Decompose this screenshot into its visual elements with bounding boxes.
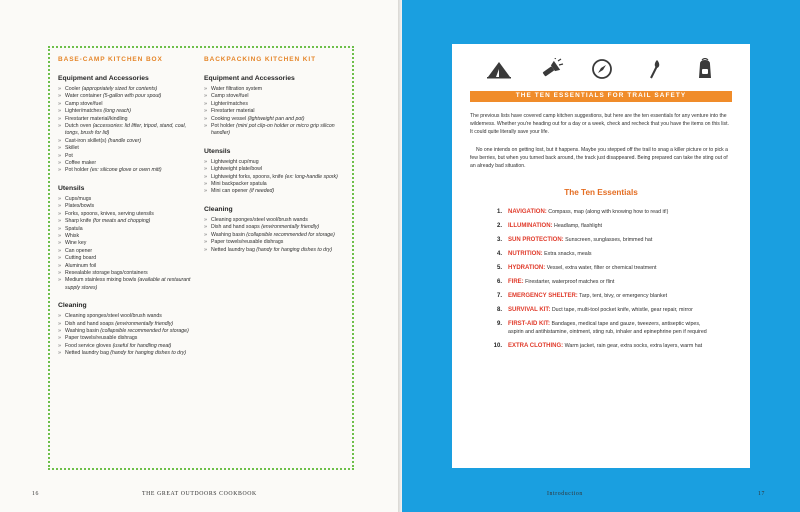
item-note: (accessories: lid lifter, tripod, stand, coal, tongs, brush for lid) [65, 123, 187, 137]
right-page-number: 17 [758, 491, 765, 497]
left-page-number: 16 [32, 491, 39, 497]
checklist-item [58, 263, 198, 270]
essential-keyword: NAVIGATION: [508, 209, 547, 215]
essential-item [488, 342, 710, 350]
item-note: (available at restaurant supply stores) [65, 277, 191, 291]
essential-item [488, 292, 710, 300]
item-text: Netted laundry bag [211, 246, 257, 253]
item-text: Medium stainless mixing bowls [65, 277, 138, 284]
essential-item [488, 236, 710, 244]
essential-keyword: FIRE: [508, 279, 524, 285]
intro-paragraph-1: The previous lists have covered camp kitchen suggestions, but here are the ten essentials for any venture into the wilderness. Whether you're heading out for a day or a week, check and recheck that you have the items on this list. It could quite literally save your life. [470, 113, 729, 135]
checklist-item [204, 159, 346, 166]
item-text: Resealable storage bags/containers [65, 269, 148, 276]
item-note: (if needed) [249, 188, 275, 195]
item-text: Plates/bowls [65, 203, 95, 210]
right-running-section: Introduction [547, 491, 583, 497]
essential-number: 9. [496, 321, 502, 327]
checklist-item [58, 108, 198, 115]
item-text: Netted laundry bag [65, 350, 111, 357]
checklist-item [58, 153, 198, 160]
item-note: (handle cover) [107, 137, 142, 144]
intro-paragraph-2 [470, 146, 732, 170]
item-text: Dutch oven [65, 123, 93, 130]
essential-description: Firestarter, waterproof matches or flint [523, 279, 615, 285]
item-note: (collapsible recommended for storage) [100, 327, 189, 334]
item-note: (environmentally friendly) [261, 224, 320, 231]
checklist-item [204, 93, 346, 100]
item-text: Can opener [65, 247, 93, 254]
essential-keyword: HYDRATION: [508, 265, 546, 271]
item-text: Spatula [65, 225, 83, 232]
essential-number: 4. [496, 251, 502, 257]
checklist-item [58, 218, 198, 225]
essential-description: Sunscreen, sunglasses, brimmed hat [563, 237, 653, 243]
checklist [58, 86, 198, 175]
checklist-item [58, 248, 198, 255]
essential-item [488, 222, 710, 230]
essential-description: Compass, map (along with knowing how to read it!) [546, 209, 669, 215]
item-note: (lightweight pan and pot) [247, 115, 305, 122]
essential-keyword: EXTRA CLOTHING: [508, 343, 564, 349]
checklist-item [58, 240, 198, 247]
essential-item [488, 278, 710, 286]
item-text: Lightweight plate/bowl [211, 166, 263, 173]
essentials-icon-row [486, 58, 718, 82]
checklist-item [58, 255, 198, 262]
item-text: Camp stove/fuel [65, 100, 103, 107]
item-text: Mini backpacker spatula [211, 181, 267, 188]
item-text: Skillet [65, 145, 79, 152]
item-note: (handy for hanging dishes to dry) [256, 246, 333, 253]
checklist-item [58, 138, 198, 145]
item-note: (mini pot clip-on holder or micro grip silicon handler) [211, 123, 335, 137]
ten-essentials-list [488, 208, 710, 356]
essential-item [488, 250, 710, 258]
item-note: (for meats and chopping) [92, 218, 151, 225]
checklist-item [58, 86, 198, 93]
checklist-item [204, 232, 346, 239]
checklist-item [204, 188, 346, 195]
checklist-item [204, 166, 346, 173]
item-note: (collapsible recommended for storage) [246, 231, 335, 238]
checklist-item [58, 203, 198, 210]
item-text: Firestarter material/kindling [65, 115, 128, 122]
item-text: Aluminum foil [65, 262, 97, 269]
item-note: (appropriately sized for contents) [81, 86, 158, 92]
checklist-item [204, 101, 346, 108]
item-text: Washing basin [211, 231, 247, 238]
item-text: Cups/mugs [65, 195, 92, 202]
item-text: Paper towels/reusable dishrags [211, 239, 284, 246]
section-heading: Cleaning [204, 205, 233, 213]
checklist-item [58, 335, 198, 342]
essential-number: 2. [496, 223, 502, 229]
essential-description: Headlamp, flashlight [552, 223, 603, 229]
intro-paragraph-2-text: No one intends on getting lost, but it happens. Maybe you stepped off the trail to snag a killer picture or to pick a few berries, but when you turned back around, the track just disappeared. Being prepared can take the sting out of an already bad situation. [470, 147, 728, 169]
item-text: Cleaning sponges/steel wool/brush wands [65, 313, 162, 320]
item-text: Lightweight cup/mug [211, 158, 259, 165]
banner-title: THE TEN ESSENTIALS FOR TRAIL SAFETY [515, 92, 687, 99]
essential-description: Tarp, tent, bivy, or emergency blanket [577, 293, 668, 299]
item-text: Lightweight forks, spoons, knife [211, 173, 285, 180]
checklist-item [58, 350, 198, 357]
essential-description: Duct tape, multi-tool pocket knife, whistle, gear repair, mirror [550, 307, 693, 313]
checklist-item [58, 196, 198, 203]
essential-description: Extra snacks, meals [542, 251, 592, 257]
item-note: (ex: silicone glove or oven mitt) [90, 167, 162, 174]
checklist-item [58, 116, 198, 123]
column-title: BACKPACKING KITCHEN KIT [204, 56, 316, 63]
section-spacer [204, 138, 346, 142]
essential-number: 10. [493, 343, 502, 349]
essential-keyword: NUTRITION: [508, 251, 543, 257]
essential-description: Bandages, medical tape and gauze, tweezers, antiseptic wipes, aspirin and antihistamine, ointment, sting rub, inhaler and epinephrine pen if required [508, 321, 707, 335]
essential-number: 6. [496, 279, 502, 285]
item-text: Dish and hand soaps [211, 224, 262, 231]
checklist-item [58, 313, 198, 320]
item-text: Wine key [65, 240, 87, 247]
checklist-item [58, 211, 198, 218]
essential-number: 8. [496, 307, 502, 313]
ten-essentials-banner [470, 91, 732, 102]
item-text: Paper towels/reusable dishrags [65, 335, 138, 342]
section-spacer [204, 196, 346, 200]
checklist-item [58, 321, 198, 328]
item-note: (ex: long-handle spork) [284, 173, 338, 180]
item-text: Washing basin [65, 327, 101, 334]
item-text: Cooler [65, 86, 82, 92]
section-heading: Cleaning [58, 302, 87, 310]
checklist-item [58, 343, 198, 350]
item-text: Pot [65, 152, 73, 159]
item-text: Pot holder [211, 123, 237, 130]
essential-description: Vessel, extra water, filter or chemical treatment [545, 265, 657, 271]
checklist-item [58, 145, 198, 152]
checklist [58, 313, 198, 357]
checklist [204, 86, 346, 138]
item-text: Forks, spoons, knives, serving utensils [65, 210, 154, 217]
item-text: Lighter/matches [211, 100, 248, 107]
checklist-item [204, 224, 346, 231]
essential-description: Warm jacket, rain gear, extra socks, extra layers, warm hat [563, 343, 703, 349]
item-note: (useful for handling meat) [112, 342, 172, 349]
flashlight-icon [538, 58, 564, 80]
column-title: BASE-CAMP KITCHEN BOX [58, 56, 163, 63]
checklist-item [58, 277, 198, 292]
item-note: (long reach) [103, 108, 132, 115]
item-text: Camp stove/fuel [211, 93, 249, 100]
item-text: Food service gloves [65, 342, 113, 349]
backpack-icon [692, 58, 718, 80]
matches-icon [641, 58, 667, 80]
checklist [58, 196, 198, 292]
item-text: Coffee maker [65, 160, 97, 167]
essential-number: 7. [496, 293, 502, 299]
section-heading: Equipment and Accessories [204, 75, 295, 82]
checklist [204, 217, 346, 254]
item-note: (environmentally friendly) [115, 320, 174, 327]
backpacking-column [204, 56, 346, 254]
section-spacer [58, 175, 198, 179]
essential-item [488, 264, 710, 272]
essential-item [488, 208, 710, 216]
item-text: Lighter/matches [65, 108, 104, 115]
item-text: Mini can opener [211, 188, 250, 195]
essential-keyword: SUN PROTECTION: [508, 237, 564, 243]
checklist-item [58, 167, 198, 174]
checklist-item [204, 181, 346, 188]
section-spacer [58, 292, 198, 296]
tent-icon [486, 58, 512, 80]
left-running-title: THE GREAT OUTDOORS COOKBOOK [142, 491, 257, 497]
checklist-item [204, 217, 346, 224]
essential-keyword: EMERGENCY SHELTER: [508, 293, 578, 299]
ten-essentials-heading: The Ten Essentials [564, 188, 638, 197]
checklist-item [58, 328, 198, 335]
item-text: Pot holder [65, 167, 91, 174]
item-text: Whisk [65, 232, 80, 239]
section-heading: Utensils [58, 184, 85, 192]
checklist [204, 159, 346, 196]
checklist-item [58, 101, 198, 108]
base-camp-column [58, 56, 198, 358]
compass-icon [589, 58, 615, 80]
essential-item [488, 306, 710, 314]
checklist-item [204, 174, 346, 181]
checklist-item [58, 270, 198, 277]
item-text: Water container [65, 93, 103, 100]
essential-number: 1. [496, 209, 502, 215]
checklist-item [204, 86, 346, 93]
essential-keyword: ILLUMINATION: [508, 223, 553, 229]
item-text: Water filtration system [211, 86, 263, 92]
checklist-item [58, 123, 198, 138]
item-note: (5-gallon with pour spout) [102, 93, 162, 100]
section-heading: Utensils [204, 147, 231, 155]
section-heading: Equipment and Accessories [58, 75, 149, 82]
checklist-item [204, 116, 346, 123]
item-text: Cooking vessel [211, 115, 248, 122]
essential-number: 3. [496, 237, 502, 243]
item-text: Sharp knife [65, 218, 93, 225]
essential-number: 5. [496, 265, 502, 271]
item-note: (handy for hanging dishes to dry) [110, 350, 187, 357]
checklist-item [58, 160, 198, 167]
checklist-item [204, 247, 346, 254]
essential-keyword: SURVIVAL KIT: [508, 307, 551, 313]
item-text: Cleaning sponges/steel wool/brush wands [211, 216, 308, 223]
checklist-item [204, 239, 346, 246]
checklist-item [58, 226, 198, 233]
checklist-item [204, 123, 346, 138]
item-text: Firestarter material [211, 108, 255, 115]
essential-keyword: FIRST-AID KIT: [508, 321, 550, 327]
checklist-item [58, 233, 198, 240]
item-text: Cast-iron skillet(s) [65, 137, 108, 144]
item-text: Cutting board [65, 255, 97, 262]
essential-item [488, 320, 710, 336]
item-text: Dish and hand soaps [65, 320, 116, 327]
checklist-item [58, 93, 198, 100]
checklist-item [204, 108, 346, 115]
